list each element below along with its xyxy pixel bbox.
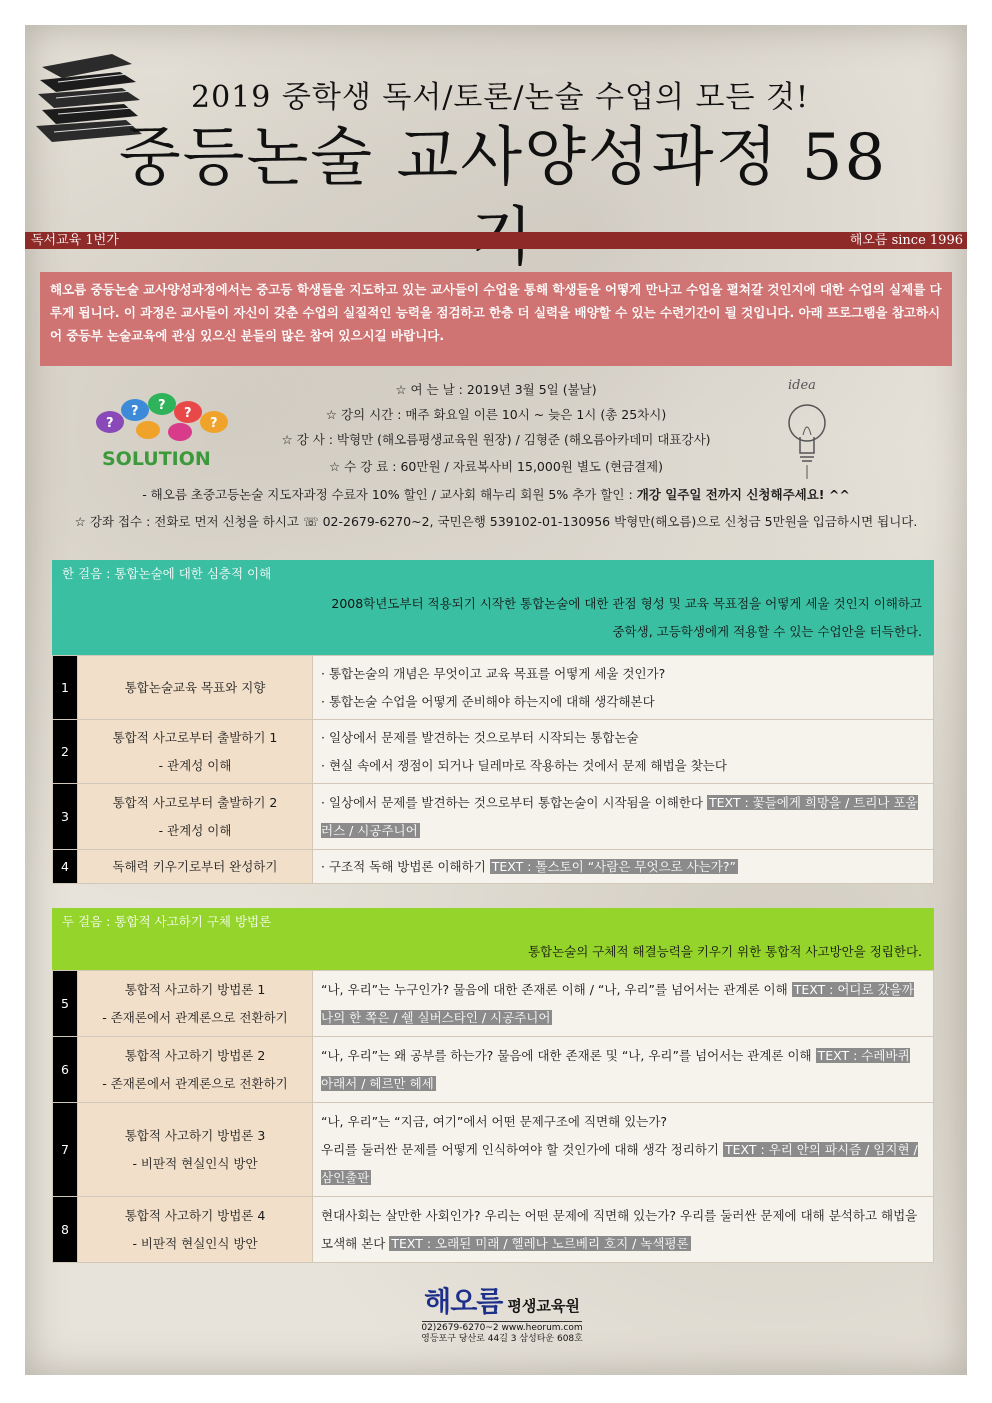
table-row [53,784,934,850]
row-desc-line: 우리를 둘러싼 문제를 어떻게 인식하여야 할 것인가에 대해 생각 정리하기 [321,1141,720,1157]
brand-subtitle: 평생교육원 [507,1297,580,1315]
info-discount: - 해오름 초중고등논술 지도자과정 수료자 10% 할인 / 교사회 해누리 회원 5% 추가 할인 : [142,487,633,502]
text-reference-highlight: TEXT : 어디로 갔을까 나의 한 쪽은 / 쉘 실버스타인 / 시공주니어 [321,981,914,1025]
section2-table [52,970,934,1263]
row-title-sub: - 존재론에서 관계론으로 전환하기 [102,1009,288,1025]
row-title-sub: - 관계성 이해 [158,757,232,773]
svg-text:?: ? [158,398,166,413]
table-row [53,720,934,784]
text-reference-highlight: TEXT : 수레바퀴 아래서 / 헤르만 헤세 [321,1047,910,1091]
header-band [25,232,967,249]
row-title [78,656,313,720]
info-discount-bold: 개강 일주일 전까지 신청해주세요! ^^ [636,487,850,502]
row-number: 8 [53,1197,78,1263]
svg-text:?: ? [131,404,139,419]
table-row [53,1197,934,1263]
table-row [53,850,934,884]
band-right-label: 해오름 since 1996 [849,233,963,248]
section1-desc2: 중학생, 고등학생에게 적용할 수 있는 수업안을 터득한다. [612,624,922,639]
logo-divider [422,1321,582,1322]
solution-word: SOLUTION [102,448,211,470]
row-description [313,1103,934,1197]
info-time: ☆ 강의 시간 : 매주 화요일 이른 10시 ~ 늦은 1시 (총 25차시) [325,407,667,422]
row-title [78,850,313,884]
text-reference-highlight: TEXT : 꽃들에게 희망을 / 트리나 포울러스 / 시공주니어 [321,794,918,838]
svg-text:?: ? [106,416,114,431]
intro-box: 해오름 중등논술 교사양성과정에서는 중고등 학생들을 지도하고 있는 교사들이 수업을 통해 학생들을 어떻게 만나고 수업을 펼쳐갈 것인지에 대한 수업의 실제를 다루게 됩니다. 이 과정은 교사들이 자신이 갖춘 수업의 실질적인 능력을 점검하고 한층 더 실력을 배양할 수 있는 수련기간이 될 것입니다. 아래 프로그램을 참고하시어 중등부 논술교육에 관심 있으신 분들의 많은 참여 있으시길 바랍니다. [40,272,952,366]
row-desc-line: · 일상에서 문제를 발견하는 것으로부터 통합논술이 시작됨을 이해한다 [321,794,703,810]
row-description [313,784,934,850]
section1-desc1: 2008학년도부터 적용되기 시작한 통합논술에 대한 관점 형성 및 교육 목표점을 어떻게 세울 것인지 이해하고 [331,596,922,611]
section2-desc1: 통합논술의 구체적 해결능력을 키우기 위한 통합적 사고방안을 정립한다. [527,944,922,959]
section1-title: 한 걸음 : 통합논술에 대한 심층적 이해 [62,566,272,581]
row-title-line: 통합적 사고하기 방법론 1 [124,981,266,997]
row-number: 7 [53,1103,78,1197]
table-row [53,1037,934,1103]
row-desc-line: · 구조적 독해 방법론 이해하기 [321,858,486,874]
row-title-line: 통합적 사고하기 방법론 2 [124,1047,266,1063]
text-reference-highlight: TEXT : 오래된 미래 / 헬레나 노르베리 호지 / 녹색평론 [391,1235,689,1251]
row-title [78,784,313,850]
row-number: 6 [53,1037,78,1103]
row-desc-line: · 통합논술 수업을 어떻게 준비해야 하는지에 대해 생각해본다 [321,693,655,709]
row-number: 3 [53,784,78,850]
row-number: 5 [53,971,78,1037]
header-subtitle: 2019 중학생 독서/토론/논술 수업의 모든 것! [191,80,809,115]
row-desc-line: “나, 우리”는 “지금, 여기”에서 어떤 문제구조에 직면해 있는가? [321,1113,668,1129]
info-apply: ☆ 강좌 접수 : 전화로 먼저 신청을 하시고 ☏ 02-2679-6270~2, 국민은행 539102-01-130956 박형만(해오름)으로 신청금 5만원을 입금하시면 됩니다. [74,514,918,529]
band-left-label: 독서교육 1번가 [31,233,119,248]
svg-text:?: ? [184,406,192,421]
row-desc-line: · 일상에서 문제를 발견하는 것으로부터 시작되는 통합논술 [321,729,639,745]
row-title-line: 독해력 키우기로부터 완성하기 [112,858,278,874]
row-number: 2 [53,720,78,784]
info-discount-line [0,485,992,503]
svg-text:?: ? [210,416,218,431]
row-title [78,1103,313,1197]
row-title-line: 통합적 사고하기 방법론 3 [124,1127,266,1143]
row-desc-line: 현대사회는 살만한 사회인가? 우리는 어떤 문제에 직면해 있는가? 우리를 둘러싼 문제에 대해 분석하고 해법을 모색해 본다 [321,1207,918,1251]
row-title-sub: - 비판적 현실인식 방안 [132,1235,258,1251]
page-title: 중등논술 교사양성과정 58 [118,121,888,195]
section2-header [52,908,934,970]
footer-contact: 02)2679-6270~2 www.heorum.com [421,1323,583,1333]
footer-address: 영등포구 당산로 44길 3 삼성타운 608호 [421,1334,583,1344]
section2-title: 두 걸음 : 통합적 사고하기 구체 방법론 [62,914,272,929]
row-description [313,850,934,884]
section1-header [52,560,934,655]
row-desc-line: · 통합논술의 개념은 무엇이고 교육 목표를 어떻게 세울 것인가? [321,665,666,681]
row-number: 4 [53,850,78,884]
footer-logo [418,1280,586,1362]
row-desc-line: “나, 우리”는 누구인가? 물음에 대한 존재론 이해 / “나, 우리”를 넘어서는 관계론 이해 [321,981,788,997]
row-title-line: 통합적 사고로부터 출발하기 2 [112,794,278,810]
row-title [78,720,313,784]
row-desc-line: · 현실 속에서 쟁점이 되거나 딜레마로 작용하는 것에서 문제 해법을 찾는다 [321,757,727,773]
row-title-line: 통합적 사고로부터 출발하기 1 [112,729,278,745]
row-title [78,971,313,1037]
row-desc-line: “나, 우리”는 왜 공부를 하는가? 물음에 대한 존재론 및 “나, 우리”를 넘어서는 관계론 이해 [321,1047,812,1063]
section1-table [52,655,934,884]
idea-word: idea [788,378,816,393]
row-title-sub: - 존재론에서 관계론으로 전환하기 [102,1075,288,1091]
brand-name: 해오름 [424,1285,503,1318]
text-reference-highlight: TEXT : 우리 안의 파시즘 / 임지현 / 삼인출판 [321,1141,918,1185]
text-reference-highlight: TEXT : 톨스토이 “사람은 무엇으로 사는가?” [491,858,736,874]
row-title [78,1037,313,1103]
table-row [53,1103,934,1197]
row-title-line: 통합적 사고하기 방법론 4 [124,1207,266,1223]
row-description [313,1037,934,1103]
row-title-sub: - 비판적 현실인식 방안 [132,1155,258,1171]
row-description [313,720,934,784]
row-description [313,1197,934,1263]
row-description [313,656,934,720]
table-row [53,656,934,720]
info-date: ☆ 여 는 날 : 2019년 3월 5일 (불날) [395,382,597,397]
row-title [78,1197,313,1263]
row-description [313,971,934,1037]
row-title-sub: - 관계성 이해 [158,822,232,838]
info-lecturer: ☆ 강 사 : 박형만 (해오름평생교육원 원장) / 김형준 (해오름아카데미 대표강사) [281,432,711,447]
info-fee: ☆ 수 강 료 : 60만원 / 자료복사비 15,000원 별도 (현금결제) [328,459,664,474]
row-title-line: 통합논술교육 목표와 지향 [124,679,266,695]
table-row [53,971,934,1037]
row-number: 1 [53,656,78,720]
